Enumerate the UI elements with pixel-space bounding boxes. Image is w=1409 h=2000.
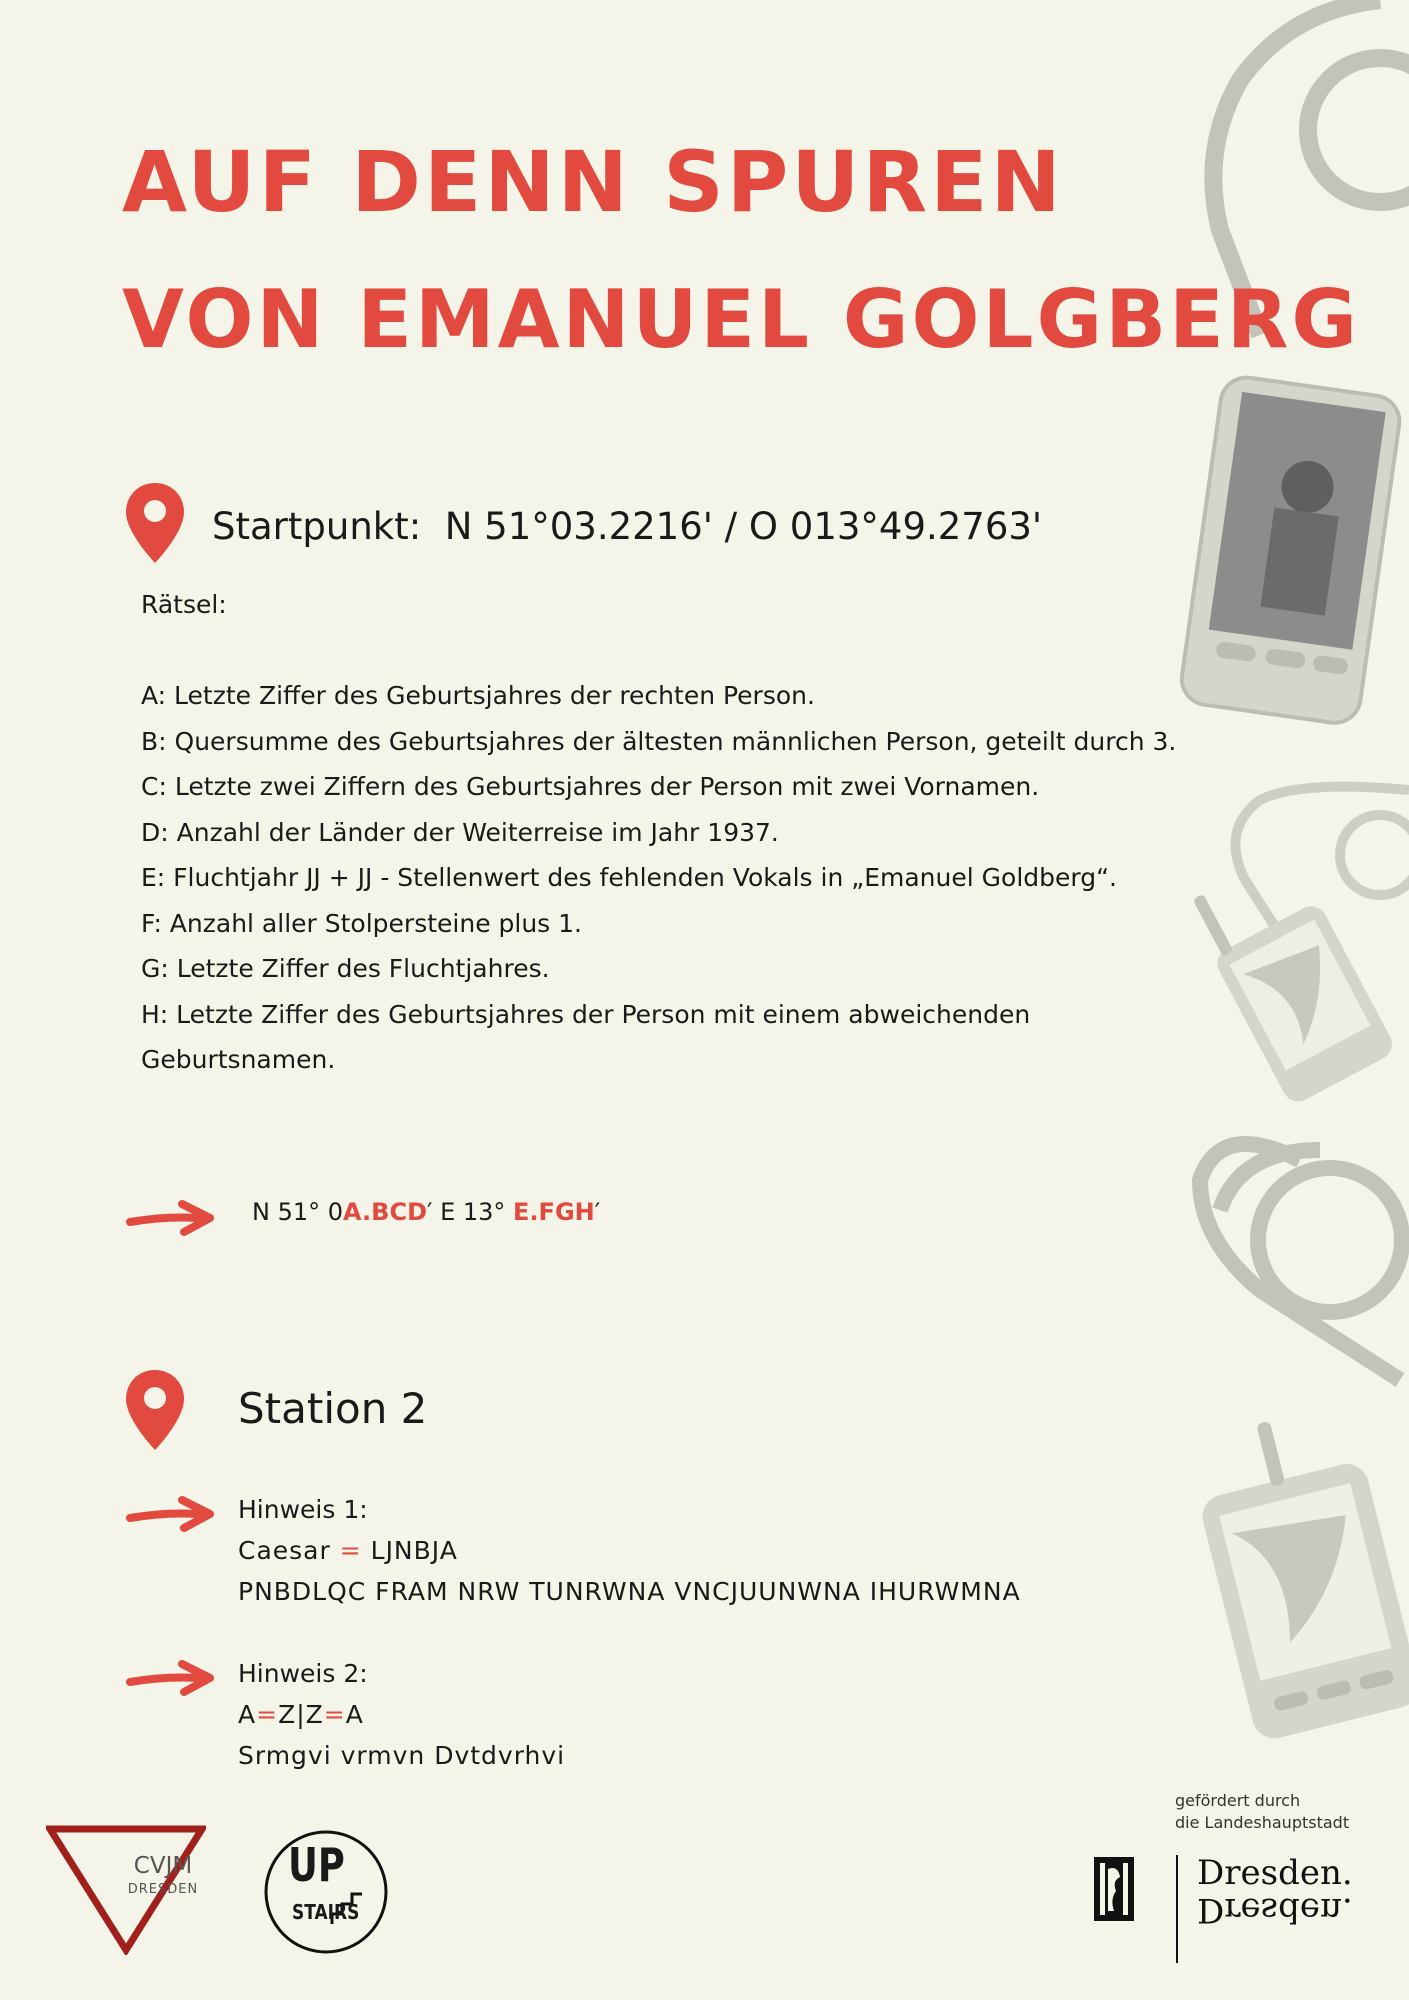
location-pin-icon xyxy=(124,1368,186,1452)
riddle-item-a: A: Letzte Ziffer des Geburtsjahres der rechten Person. xyxy=(141,681,815,710)
start-point-label: Startpunkt: xyxy=(212,505,422,548)
hint-1-key: Caesar = LJNBJA xyxy=(238,1536,458,1565)
upstairs-logo-stairs: STAIRS xyxy=(292,1900,360,1924)
location-pin-icon xyxy=(124,481,186,565)
hint-2 xyxy=(238,1653,565,1776)
gps-device-bottom-icon xyxy=(1183,1401,1409,1743)
riddle-item-f: F: Anzahl aller Stolpersteine plus 1. xyxy=(141,908,583,938)
dresden-wordmark: Dresden. xyxy=(1197,1853,1353,1893)
hint-2-label: Hinweis 2: xyxy=(238,1659,368,1688)
hint-1-cipher: PNBDLQC FRAM NRW TUNRWNA VNCJUUNWNA IHURWMNA xyxy=(238,1577,1021,1606)
formula-variable: E.FGH xyxy=(513,1198,595,1226)
riddle-item-e: E: Fluchtjahr JJ + JJ - Stellenwert des fehlenden Vokals in „Emanuel Goldberg“. xyxy=(141,863,1117,892)
riddle-item-h: H: Letzte Ziffer des Geburtsjahres der Person mit einem abweichenden Geburtsnamen. xyxy=(141,999,1031,1074)
formula-variable: A.BCD xyxy=(343,1198,427,1226)
coordinate-formula xyxy=(252,1198,600,1226)
start-point-line xyxy=(212,505,1042,548)
hint-1 xyxy=(238,1489,1021,1612)
formula-part: N 51° 0 xyxy=(252,1198,344,1226)
start-point-coords: N 51°03.2216' / O 013°49.2763' xyxy=(444,505,1043,548)
formula-part: ′ xyxy=(594,1198,601,1226)
hint-2-key: A=Z|Z=A xyxy=(238,1700,364,1729)
riddle-item-c: C: Letzte zwei Ziffern des Geburtsjahres der Person mit zwei Vornamen. xyxy=(141,772,1040,801)
station-2-title: Station 2 xyxy=(238,1384,428,1433)
riddle-item-d: D: Anzahl der Länder der Weiterreise im Jahr 1937. xyxy=(141,817,779,847)
riddle-item-g: G: Letzte Ziffer des Fluchtjahres. xyxy=(141,954,550,983)
page-title-line-1: AUF DENN SPUREN xyxy=(122,133,1064,231)
divider xyxy=(1176,1855,1178,1963)
upstairs-logo-up: UP xyxy=(288,1838,345,1892)
arrow-right-icon xyxy=(126,1660,216,1696)
dresden-wordmark-mirror: Dresden. xyxy=(1197,1890,1353,1930)
cvjm-logo-text: CVJM DRESDEN xyxy=(127,1853,199,1897)
riddle-block xyxy=(141,582,1261,1083)
formula-part: ′ E 13° xyxy=(427,1198,514,1226)
large-map-pin-icon xyxy=(1200,1144,1402,1380)
hint-2-cipher: Srmgvi vrmvn Dvtdvrhvi xyxy=(238,1741,566,1770)
riddle-item-b: B: Quersumme des Geburtsjahres der ältesten männlichen Person, geteilt durch 3. xyxy=(141,726,1177,756)
riddle-heading: Rätsel: xyxy=(141,590,227,619)
dresden-coat-of-arms-icon xyxy=(1092,1855,1136,1923)
arrow-right-icon xyxy=(126,1496,216,1532)
hint-1-label: Hinweis 1: xyxy=(238,1495,368,1524)
arrow-right-icon xyxy=(126,1200,216,1236)
funder-note: gefördert durch die Landeshauptstadt xyxy=(1175,1791,1350,1832)
page-title-line-2: VON EMANUEL GOLGBERG xyxy=(122,273,1361,366)
